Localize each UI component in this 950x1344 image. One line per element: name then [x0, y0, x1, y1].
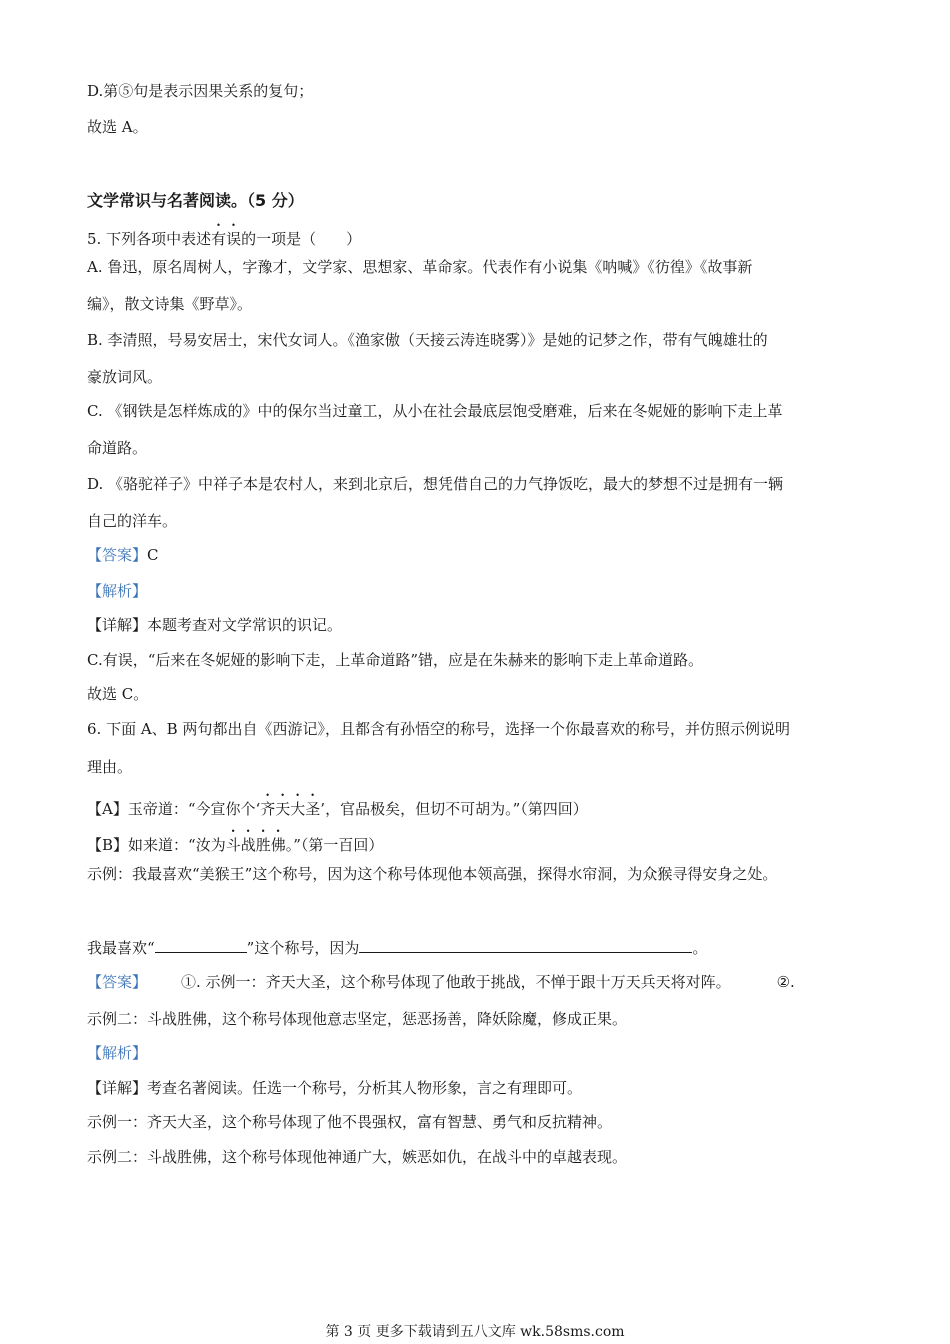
q5-answer-value: C: [147, 546, 159, 564]
q5-stem-before: 5. 下列各项中表述: [87, 230, 212, 248]
q6-answer-1: 齐天大圣，这个称号体现了他敢于挑战，不惮于跟十万天兵天将对阵。: [265, 973, 731, 991]
q5-detail: [87, 615, 342, 635]
q6-answer-2-num: ②.: [776, 973, 795, 991]
prev-option-d: D.第⑤句是表示因果关系的复句；: [87, 82, 314, 100]
q5-analysis-tag: 【解析】: [87, 582, 148, 600]
q6-fill-before: 我最喜欢“: [87, 939, 155, 957]
q5-option-c-line-2: 命道路。: [87, 439, 148, 457]
q5-option-d-line-2: 自己的洋车。: [87, 512, 178, 530]
q5-detail-tag: 【详解】: [87, 616, 148, 634]
q6-a-emphasis: 齐天大圣: [260, 800, 321, 818]
q6-answer-line-1: [87, 972, 795, 992]
q5-option-a-line-1: A. 鲁迅，原名周树人，字豫才，文学家、思想家、革命家。代表作有小说集《呐喊》《彷徨》《故事新: [87, 258, 753, 276]
q6-a-after: ’，官品极矣，但切不可胡为。”（第四回）: [320, 800, 588, 818]
q6-b-after: 。”（第一百回）: [285, 836, 384, 854]
q5-option-c-line-1: C. 《钢铁是怎样炼成的》中的保尔当过童工，从小在社会最底层饱受磨难，后来在冬妮娅的影响下走上革: [87, 402, 783, 420]
q6-stem-line-1: 6. 下面 A、B 两句都出自《西游记》，且都含有孙悟空的称号，选择一个你最喜欢的称号，并仿照示例说明: [87, 720, 790, 738]
q5-option-d-line-1: D. 《骆驼祥子》中祥子本是农村人，来到北京后，想凭借自己的力气挣饭吃，最大的梦想不过是拥有一辆: [87, 475, 784, 493]
q6-sentence-a: [87, 791, 588, 819]
q6-detail-tag: 【详解】: [87, 1079, 148, 1097]
q5-answer: [87, 545, 159, 565]
q6-analysis-tag: 【解析】: [87, 1044, 148, 1062]
q5-stem-emphasis: 有误: [211, 230, 242, 248]
q6-example-2: 示例二：斗战胜佛，这个称号体现他神通广大，嫉恶如仇，在战斗中的卓越表现。: [87, 1148, 628, 1166]
q6-sentence-b: [87, 827, 383, 855]
q6-example: 示例：我最喜欢“美猴王”这个称号，因为这个称号体现他本领高强，探得水帘洞，为众猴寻得安身之处。: [87, 865, 778, 883]
q5-stem-after: 的一项是（ ）: [241, 230, 362, 248]
q5-option-a-line-2: 编》，散文诗集《野草》。: [87, 295, 253, 313]
page-footer: 第 3 页 更多下载请到五八文库 wk.58sms.com: [325, 1324, 625, 1340]
q6-title-blank[interactable]: [155, 936, 247, 953]
q5-explanation: C.有误，“后来在冬妮娅的影响下走，上革命道路”错，应是在朱赫来的影响下走上革命道路。: [87, 651, 704, 669]
q6-detail-text: 考查名著阅读。任选一个称号，分析其人物形象，言之有理即可。: [147, 1079, 583, 1097]
q6-answer-1-num: ①. 示例一：: [181, 973, 266, 991]
q6-answer-tag: 【答案】: [87, 973, 148, 991]
q6-fill-end: 。: [692, 939, 708, 957]
q6-a-tag: 【A】: [87, 800, 128, 818]
q6-fill-sentence: [87, 936, 707, 958]
q6-stem-line-2: 理由。: [87, 758, 133, 776]
q5-choose: 故选 C。: [87, 685, 149, 703]
q5-detail-text: 本题考查对文学常识的识记。: [147, 616, 343, 634]
q5-stem: [87, 221, 361, 249]
q6-example-1: 示例一：齐天大圣，这个称号体现了他不畏强权，富有智慧、勇气和反抗精神。: [87, 1113, 613, 1131]
q6-answer-line-2: 示例二：斗战胜佛，这个称号体现他意志坚定，惩恶扬善，降妖除魔，修成正果。: [87, 1010, 628, 1028]
q5-option-b-line-1: B. 李清照，号易安居士，宋代女词人。《渔家傲（天接云涛连晓雾）》是她的记梦之作，带有气魄雄壮的: [87, 331, 768, 349]
q6-detail: [87, 1078, 582, 1098]
section-title: 文学常识与名著阅读。（5 分）: [87, 191, 304, 210]
q5-option-b-line-2: 豪放词风。: [87, 368, 163, 386]
prev-choose: 故选 A。: [87, 118, 148, 136]
q6-b-tag: 【B】: [87, 836, 129, 854]
q6-reason-blank[interactable]: [359, 936, 692, 953]
q5-answer-tag: 【答案】: [87, 546, 148, 564]
q6-fill-mid: ”这个称号，因为: [246, 939, 360, 957]
q6-b-before: 如来道：“汝为: [128, 836, 226, 854]
q6-a-before: 玉帝道：“今宣你个‘: [127, 800, 261, 818]
q6-b-emphasis: 斗战胜佛: [225, 836, 286, 854]
